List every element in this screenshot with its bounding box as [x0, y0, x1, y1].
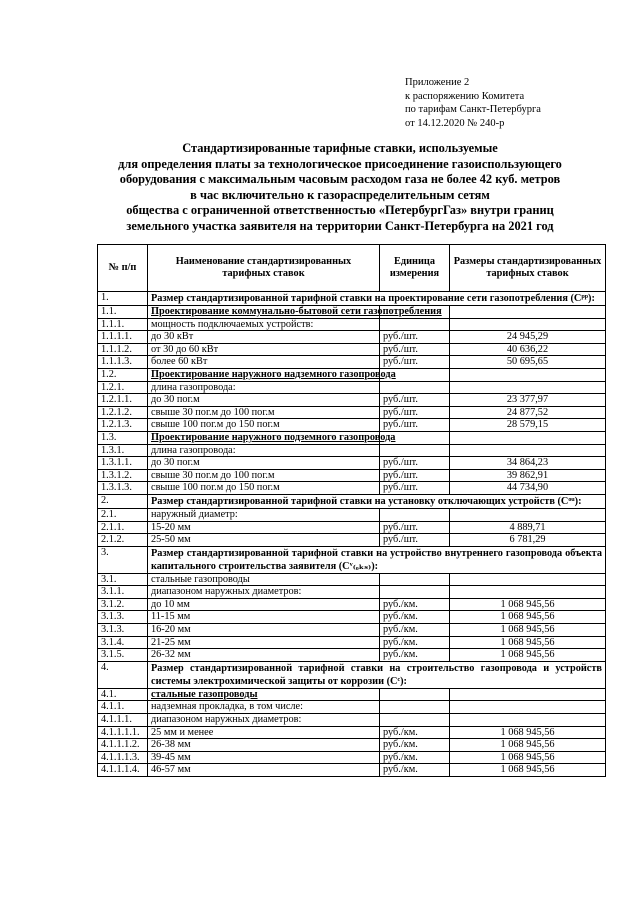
table-row	[98, 457, 606, 470]
rate-value: 1 068 945,56	[450, 726, 606, 739]
rate-value	[450, 381, 606, 394]
rate-unit: руб./шт.	[380, 419, 450, 432]
rate-name: диапазоном наружных диаметров:	[148, 586, 380, 599]
table-row	[98, 406, 606, 419]
rate-value: 50 695,65	[450, 356, 606, 369]
section-title: Размер стандартизированной тарифной ставки на установку отключающих устройств (Сᵒᵘ):	[148, 494, 606, 508]
table-row	[98, 306, 606, 319]
row-number: 2.	[98, 494, 148, 508]
row-number: 4.1.1.1.	[98, 714, 148, 727]
row-number: 1.3.1.3.	[98, 482, 148, 495]
rate-name: до 10 мм	[148, 598, 380, 611]
rate-value: 1 068 945,56	[450, 739, 606, 752]
row-number: 1.1.1.2.	[98, 343, 148, 356]
appendix-line: по тарифам Санкт-Петербурга	[405, 104, 541, 116]
row-number: 1.3.1.1.	[98, 457, 148, 470]
rate-value: 1 068 945,56	[450, 598, 606, 611]
row-number: 1.3.1.2.	[98, 469, 148, 482]
title-line: Стандартизированные тарифные ставки, используемые	[182, 141, 498, 155]
title-line: оборудования с максимальным часовым расходом газа не более 42 куб. метров	[119, 172, 561, 187]
rate-value: 28 579,15	[450, 419, 606, 432]
table-row	[98, 739, 606, 752]
title-line: общества с ограниченной ответственностью «ПетербургГаз» внутри границ	[126, 203, 554, 218]
rate-unit	[380, 508, 450, 521]
row-number: 2.1.2.	[98, 534, 148, 547]
row-number: 1.1.1.1.	[98, 331, 148, 344]
table-row	[98, 331, 606, 344]
table-row	[98, 292, 606, 306]
rate-value	[450, 586, 606, 599]
rate-unit: руб./км.	[380, 636, 450, 649]
rate-name: стальные газопроводы	[148, 573, 380, 586]
section-title: Размер стандартизированной тарифной ставки на проектирование сети газопотребления (Сᵖᵖ):	[148, 292, 606, 306]
rate-value	[450, 573, 606, 586]
rate-value: 1 068 945,56	[450, 649, 606, 662]
rate-name: 39-45 мм	[148, 751, 380, 764]
rate-name: свыше 100 пог.м до 150 пог.м	[148, 419, 380, 432]
rate-name: 26-32 мм	[148, 649, 380, 662]
rate-name: до 30 пог.м	[148, 394, 380, 407]
rate-value: 6 781,29	[450, 534, 606, 547]
rate-unit: руб./км.	[380, 764, 450, 777]
title-line: для определения платы за технологическое присоединение газоиспользующего	[118, 156, 562, 171]
rate-value: 4 889,71	[450, 521, 606, 534]
rate-name: длина газопровода:	[148, 381, 380, 394]
rate-value	[450, 508, 606, 521]
rate-value: 40 636,22	[450, 343, 606, 356]
row-number: 2.1.1.	[98, 521, 148, 534]
rate-unit	[380, 573, 450, 586]
rate-unit: руб./км.	[380, 611, 450, 624]
header-value: Размеры стандартизированных тарифных ставок	[450, 245, 606, 292]
rate-value	[450, 701, 606, 714]
rate-unit: руб./шт.	[380, 356, 450, 369]
row-number: 1.1.	[98, 306, 148, 319]
rate-name: 46-57 мм	[148, 764, 380, 777]
rate-value: 1 068 945,56	[450, 611, 606, 624]
rate-unit: руб./шт.	[380, 394, 450, 407]
table-row	[98, 469, 606, 482]
rate-name: свыше 30 пог.м до 100 пог.м	[148, 406, 380, 419]
section-title: Размер стандартизированной тарифной ставки на строительство газопровода и устройств системы электрохимической защиты от коррозии (Сᶜ):	[148, 661, 606, 688]
rate-name: Проектирование коммунально-бытовой сети газопотребления	[148, 306, 380, 319]
rate-value: 24 945,29	[450, 331, 606, 344]
rate-unit: руб./шт.	[380, 469, 450, 482]
table-row	[98, 521, 606, 534]
rate-name: 25 мм и менее	[148, 726, 380, 739]
row-number: 3.1.1.	[98, 586, 148, 599]
table-header-row	[98, 245, 606, 292]
table-row	[98, 343, 606, 356]
rate-name: 21-25 мм	[148, 636, 380, 649]
rate-name: от 30 до 60 кВт	[148, 343, 380, 356]
rate-unit	[380, 381, 450, 394]
row-number: 3.1.3.	[98, 611, 148, 624]
rate-unit	[380, 688, 450, 701]
appendix-header	[405, 76, 625, 130]
rate-unit	[380, 444, 450, 457]
table-row	[98, 356, 606, 369]
table-row	[98, 624, 606, 637]
rate-value: 1 068 945,56	[450, 764, 606, 777]
rate-value: 1 068 945,56	[450, 636, 606, 649]
appendix-line: к распоряжению Комитета	[405, 90, 525, 102]
row-number: 2.1.	[98, 508, 148, 521]
rate-name: стальные газопроводы	[148, 688, 380, 701]
row-number: 1.1.1.3.	[98, 356, 148, 369]
table-row	[98, 482, 606, 495]
rate-name: надземная прокладка, в том числе:	[148, 701, 380, 714]
table-row	[98, 751, 606, 764]
row-number: 3.1.5.	[98, 649, 148, 662]
row-number: 3.1.4.	[98, 636, 148, 649]
title-line: в час включительно к газораспределительным сетям	[190, 187, 490, 202]
table-row	[98, 701, 606, 714]
table-row	[98, 431, 606, 444]
rate-name: 26-38 мм	[148, 739, 380, 752]
row-number: 1.2.1.	[98, 381, 148, 394]
table-row	[98, 394, 606, 407]
table-row	[98, 573, 606, 586]
rate-value	[450, 688, 606, 701]
tariff-rates-table	[97, 244, 606, 777]
rate-unit: руб./шт.	[380, 482, 450, 495]
row-number: 4.1.	[98, 688, 148, 701]
row-number: 1.3.1.	[98, 444, 148, 457]
header-name: Наименование стандартизированных тарифных ставок	[148, 245, 380, 292]
header-unit: Единица измерения	[380, 245, 450, 292]
row-number: 3.1.3.	[98, 624, 148, 637]
rate-name: Проектирование наружного надземного газопровода	[148, 368, 380, 381]
rate-value: 44 734,90	[450, 482, 606, 495]
document-title	[70, 141, 610, 235]
rate-unit: руб./км.	[380, 726, 450, 739]
rate-value: 39 862,91	[450, 469, 606, 482]
table-row	[98, 764, 606, 777]
rate-unit	[380, 701, 450, 714]
rate-unit: руб./км.	[380, 598, 450, 611]
rate-unit: руб./шт.	[380, 534, 450, 547]
rate-value	[450, 306, 606, 319]
row-number: 1.3.	[98, 431, 148, 444]
rate-unit: руб./шт.	[380, 343, 450, 356]
section-title: Размер стандартизированной тарифной ставки на устройство внутреннего газопровода объекта капитального строительства заявителя (Сᵛ₍ₒₖₛ₎):	[148, 546, 606, 573]
rate-value: 34 864,23	[450, 457, 606, 470]
table-row	[98, 318, 606, 331]
rate-unit	[380, 318, 450, 331]
row-number: 1.2.1.1.	[98, 394, 148, 407]
rate-name: Проектирование наружного подземного газопровода	[148, 431, 380, 444]
table-row	[98, 508, 606, 521]
rate-unit: руб./шт.	[380, 331, 450, 344]
rate-unit: руб./км.	[380, 624, 450, 637]
table-row	[98, 534, 606, 547]
rate-name: свыше 30 пог.м до 100 пог.м	[148, 469, 380, 482]
table-row	[98, 726, 606, 739]
row-number: 4.1.1.1.4.	[98, 764, 148, 777]
table-row	[98, 649, 606, 662]
rate-name: мощность подключаемых устройств:	[148, 318, 380, 331]
row-number: 4.	[98, 661, 148, 688]
row-number: 3.1.	[98, 573, 148, 586]
rate-value	[450, 431, 606, 444]
table-row	[98, 546, 606, 573]
rate-value	[450, 714, 606, 727]
rate-name: свыше 100 пог.м до 150 пог.м	[148, 482, 380, 495]
row-number: 4.1.1.1.3.	[98, 751, 148, 764]
table-row	[98, 494, 606, 508]
appendix-line: Приложение 2	[405, 77, 470, 88]
table-row	[98, 368, 606, 381]
rate-value	[450, 368, 606, 381]
rate-name: до 30 кВт	[148, 331, 380, 344]
row-number: 1.2.1.3.	[98, 419, 148, 432]
title-line: земельного участка заявителя на территории Санкт-Петербурга на 2021 год	[126, 218, 554, 233]
rate-value: 23 377,97	[450, 394, 606, 407]
rate-name: диапазоном наружных диаметров:	[148, 714, 380, 727]
rate-name: наружный диаметр:	[148, 508, 380, 521]
rate-unit: руб./шт.	[380, 521, 450, 534]
rate-unit: руб./шт.	[380, 457, 450, 470]
rate-value	[450, 444, 606, 457]
table-body	[98, 292, 606, 777]
table-row	[98, 714, 606, 727]
row-number: 4.1.1.	[98, 701, 148, 714]
table-row	[98, 598, 606, 611]
appendix-line: от 14.12.2020 № 240-р	[405, 117, 505, 129]
table-row	[98, 419, 606, 432]
table-row	[98, 661, 606, 688]
rate-name: более 60 кВт	[148, 356, 380, 369]
table-row	[98, 381, 606, 394]
rate-value	[450, 318, 606, 331]
rate-unit: руб./км.	[380, 649, 450, 662]
rate-name: 11-15 мм	[148, 611, 380, 624]
rate-name: 15-20 мм	[148, 521, 380, 534]
rate-value: 1 068 945,56	[450, 751, 606, 764]
table-row	[98, 636, 606, 649]
rate-unit	[380, 714, 450, 727]
rate-name: до 30 пог.м	[148, 457, 380, 470]
row-number: 3.1.2.	[98, 598, 148, 611]
row-number: 1.2.1.2.	[98, 406, 148, 419]
rate-unit	[380, 586, 450, 599]
rate-name: 16-20 мм	[148, 624, 380, 637]
rate-unit: руб./км.	[380, 739, 450, 752]
rate-name: длина газопровода:	[148, 444, 380, 457]
row-number: 1.2.	[98, 368, 148, 381]
rate-unit: руб./шт.	[380, 406, 450, 419]
row-number: 4.1.1.1.2.	[98, 739, 148, 752]
header-num: № п/п	[98, 245, 148, 292]
rate-unit: руб./км.	[380, 751, 450, 764]
row-number: 3.	[98, 546, 148, 573]
row-number: 1.	[98, 292, 148, 306]
table-row	[98, 688, 606, 701]
rate-value: 24 877,52	[450, 406, 606, 419]
table-row	[98, 586, 606, 599]
table-row	[98, 611, 606, 624]
row-number: 1.1.1.	[98, 318, 148, 331]
rate-name: 25-50 мм	[148, 534, 380, 547]
rate-value: 1 068 945,56	[450, 624, 606, 637]
table-row	[98, 444, 606, 457]
row-number: 4.1.1.1.1.	[98, 726, 148, 739]
